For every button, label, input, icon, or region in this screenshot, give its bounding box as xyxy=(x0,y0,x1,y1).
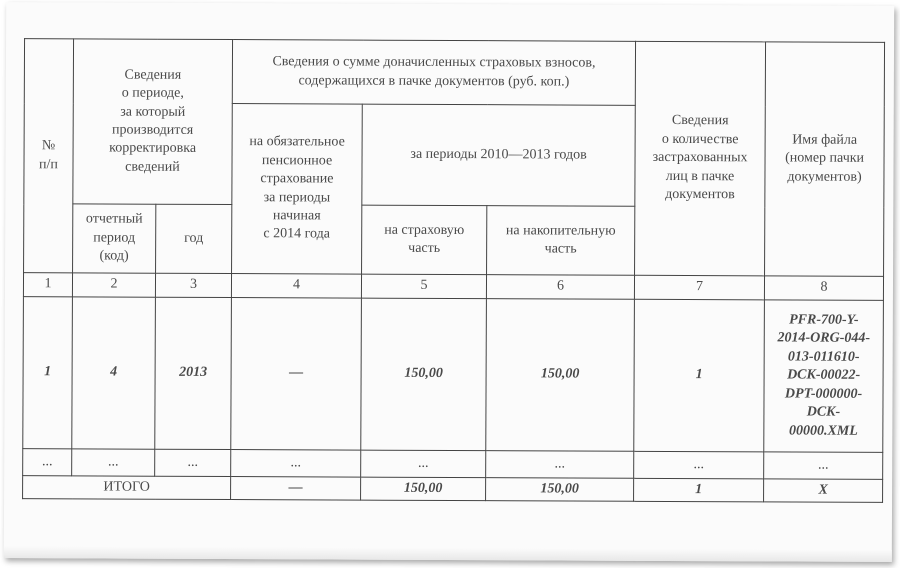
column-number: 7 xyxy=(634,275,764,300)
header-funded-part: на накопительную часть xyxy=(487,206,635,276)
column-number: 8 xyxy=(764,276,883,301)
corrections-table xyxy=(22,38,885,503)
total-file-name: X xyxy=(764,479,883,503)
document-sheet xyxy=(4,2,894,562)
header-mandatory-pension: на обязательное пенсионное страхование за периоды начиная с 2014 года xyxy=(232,104,363,275)
row-insured-count: 1 xyxy=(634,299,765,452)
total-funded-part: 150,00 xyxy=(486,478,634,502)
total-row xyxy=(23,476,883,503)
row-insurance-part: 150,00 xyxy=(361,298,487,451)
header-year: год xyxy=(156,204,232,273)
ellipsis-cell: ... xyxy=(764,452,883,480)
header-reporting-period: отчетный период (код) xyxy=(73,204,156,273)
table-row xyxy=(23,297,884,453)
ellipsis-cell: ... xyxy=(72,449,155,476)
ellipsis-cell: ... xyxy=(634,451,764,479)
row-no: 1 xyxy=(23,297,73,449)
column-number: 3 xyxy=(155,273,231,297)
ellipsis-cell: ... xyxy=(486,451,634,479)
column-number: 4 xyxy=(231,274,361,299)
ellipsis-row xyxy=(23,449,883,480)
column-number: 1 xyxy=(23,273,72,297)
ellipsis-cell: ... xyxy=(361,450,486,478)
header-periods-2010-2013: за периоды 2010—2013 годов xyxy=(362,104,635,206)
row-reporting-period: 4 xyxy=(72,297,156,449)
ellipsis-cell: ... xyxy=(23,449,72,476)
column-number: 2 xyxy=(72,273,155,297)
row-mandatory-pension: — xyxy=(231,298,362,451)
row-year: 2013 xyxy=(155,297,232,449)
header-file-name: Имя файла (номер пачки документов) xyxy=(765,42,885,277)
total-label: ИТОГО xyxy=(23,476,231,500)
row-funded-part: 150,00 xyxy=(486,299,635,452)
header-contrib-sum: Сведения о сумме доначисленных страховых взносов, содержащихся в пачке документов (руб. коп.) xyxy=(232,40,635,106)
column-number: 6 xyxy=(486,275,634,300)
header-insured-count: Сведения о количестве застрахованных лиц в пачке документов xyxy=(635,41,766,276)
ellipsis-cell: ... xyxy=(231,450,361,478)
header-no: № п/п xyxy=(24,39,74,273)
total-insurance-part: 150,00 xyxy=(361,477,486,501)
header-period-info: Сведения о периоде, за который производится корректировка сведений xyxy=(73,39,233,205)
header-insurance-part: на страховую часть xyxy=(362,205,487,275)
total-mandatory-pension: — xyxy=(231,477,361,501)
column-number: 5 xyxy=(361,274,486,299)
total-insured-count: 1 xyxy=(634,478,764,502)
ellipsis-cell: ... xyxy=(155,449,231,476)
row-file-name: PFR-700-Y- 2014-ORG-044- 013-011610- DCK-00022- DPT-000000- DCK- 00000.XML xyxy=(764,300,884,453)
